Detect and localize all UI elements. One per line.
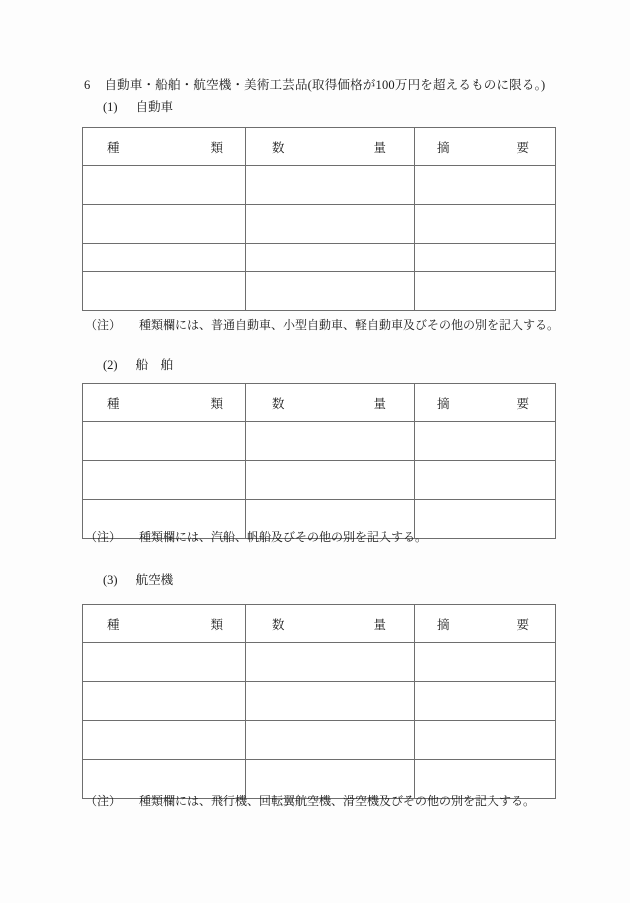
- table-row: [83, 643, 556, 682]
- cell-quantity[interactable]: [246, 643, 415, 682]
- header-type-right: 類: [210, 617, 223, 632]
- cell-type[interactable]: [83, 166, 246, 205]
- header-cell-quantity: [246, 605, 415, 643]
- table-row: [83, 244, 556, 272]
- header-cell-remarks: [415, 605, 556, 643]
- note-text-2: 種類欄には、汽船、帆船及びその他の別を記入する。: [139, 530, 428, 544]
- table-row: [83, 461, 556, 500]
- header-cell-type: [83, 128, 246, 166]
- cell-quantity[interactable]: [246, 205, 415, 244]
- table-row: [83, 205, 556, 244]
- header-qty-right: 量: [373, 140, 386, 155]
- section-heading: [84, 79, 545, 92]
- header-remarks-right: 要: [516, 617, 529, 632]
- table-row: [83, 721, 556, 760]
- cell-remarks[interactable]: [415, 682, 556, 721]
- cell-remarks[interactable]: [415, 461, 556, 500]
- section-title-text: 自動車・船舶・航空機・美術工芸品(取得価格が100万円を超えるものに限る。): [104, 78, 546, 92]
- header-cell-type: [83, 384, 246, 422]
- cell-type[interactable]: [83, 244, 246, 272]
- cell-remarks[interactable]: [415, 760, 556, 799]
- cell-quantity[interactable]: [246, 461, 415, 500]
- header-remarks-left: 摘: [437, 396, 450, 411]
- cell-quantity[interactable]: [246, 244, 415, 272]
- header-remarks-left: 摘: [437, 617, 450, 632]
- header-qty-left: 数: [272, 140, 285, 155]
- header-type-left: 種: [107, 140, 120, 155]
- header-type-right: 類: [210, 140, 223, 155]
- table-row: [83, 272, 556, 311]
- cell-remarks[interactable]: [415, 422, 556, 461]
- cell-quantity[interactable]: [246, 721, 415, 760]
- section-number: 6: [84, 78, 91, 92]
- table-row: [83, 760, 556, 799]
- header-cell-remarks: [415, 384, 556, 422]
- cell-remarks[interactable]: [415, 500, 556, 539]
- header-qty-right: 量: [373, 617, 386, 632]
- note-label-1: （注）: [85, 318, 122, 332]
- subsection-number-3: (3): [103, 573, 118, 587]
- cell-type[interactable]: [83, 461, 246, 500]
- note-label-3: （注）: [85, 794, 122, 808]
- cell-type[interactable]: [83, 760, 246, 799]
- cell-quantity[interactable]: [246, 682, 415, 721]
- table-row: [83, 422, 556, 461]
- subsection-label-1: 自動車: [135, 100, 174, 114]
- cell-type[interactable]: [83, 205, 246, 244]
- header-remarks-right: 要: [516, 140, 529, 155]
- header-qty-right: 量: [373, 396, 386, 411]
- note-text-3: 種類欄には、飛行機、回転翼航空機、滑空機及びその他の別を記入する。: [139, 794, 536, 808]
- table-header-row: [83, 605, 556, 643]
- header-type-left: 種: [107, 396, 120, 411]
- table-header-row: [83, 384, 556, 422]
- subsection-number-2: (2): [103, 358, 118, 372]
- header-remarks-right: 要: [516, 396, 529, 411]
- cell-remarks[interactable]: [415, 272, 556, 311]
- note-label-2: （注）: [85, 530, 122, 544]
- assets-table-aircraft: [82, 604, 556, 799]
- subsection-label-2: 船 舶: [135, 358, 174, 372]
- cell-remarks[interactable]: [415, 721, 556, 760]
- header-remarks-left: 摘: [437, 140, 450, 155]
- header-cell-type: [83, 605, 246, 643]
- table-row: [83, 166, 556, 205]
- header-cell-remarks: [415, 128, 556, 166]
- cell-type[interactable]: [83, 682, 246, 721]
- header-cell-quantity: [246, 384, 415, 422]
- cell-remarks[interactable]: [415, 166, 556, 205]
- subsection-label-3: 航空機: [135, 573, 174, 587]
- subsection-number-1: (1): [103, 100, 118, 114]
- header-type-right: 類: [210, 396, 223, 411]
- header-type-left: 種: [107, 617, 120, 632]
- cell-quantity[interactable]: [246, 422, 415, 461]
- subsection-heading-3: [103, 574, 173, 587]
- cell-type[interactable]: [83, 272, 246, 311]
- cell-remarks[interactable]: [415, 244, 556, 272]
- subsection-heading-1: [103, 101, 173, 114]
- header-qty-left: 数: [272, 396, 285, 411]
- assets-table-ship: [82, 383, 556, 539]
- cell-type[interactable]: [83, 422, 246, 461]
- table-header-row: [83, 128, 556, 166]
- table-note-1: [85, 319, 559, 331]
- cell-quantity[interactable]: [246, 760, 415, 799]
- table-note-2: [85, 531, 427, 543]
- cell-quantity[interactable]: [246, 272, 415, 311]
- header-qty-left: 数: [272, 617, 285, 632]
- table-row: [83, 682, 556, 721]
- cell-type[interactable]: [83, 643, 246, 682]
- cell-remarks[interactable]: [415, 205, 556, 244]
- table-note-3: [85, 795, 535, 807]
- subsection-heading-2: [103, 359, 173, 372]
- cell-quantity[interactable]: [246, 166, 415, 205]
- cell-type[interactable]: [83, 721, 246, 760]
- cell-remarks[interactable]: [415, 643, 556, 682]
- note-text-1: 種類欄には、普通自動車、小型自動車、軽自動車及びその他の別を記入する。: [139, 318, 560, 332]
- header-cell-quantity: [246, 128, 415, 166]
- assets-table-automobile: [82, 127, 556, 311]
